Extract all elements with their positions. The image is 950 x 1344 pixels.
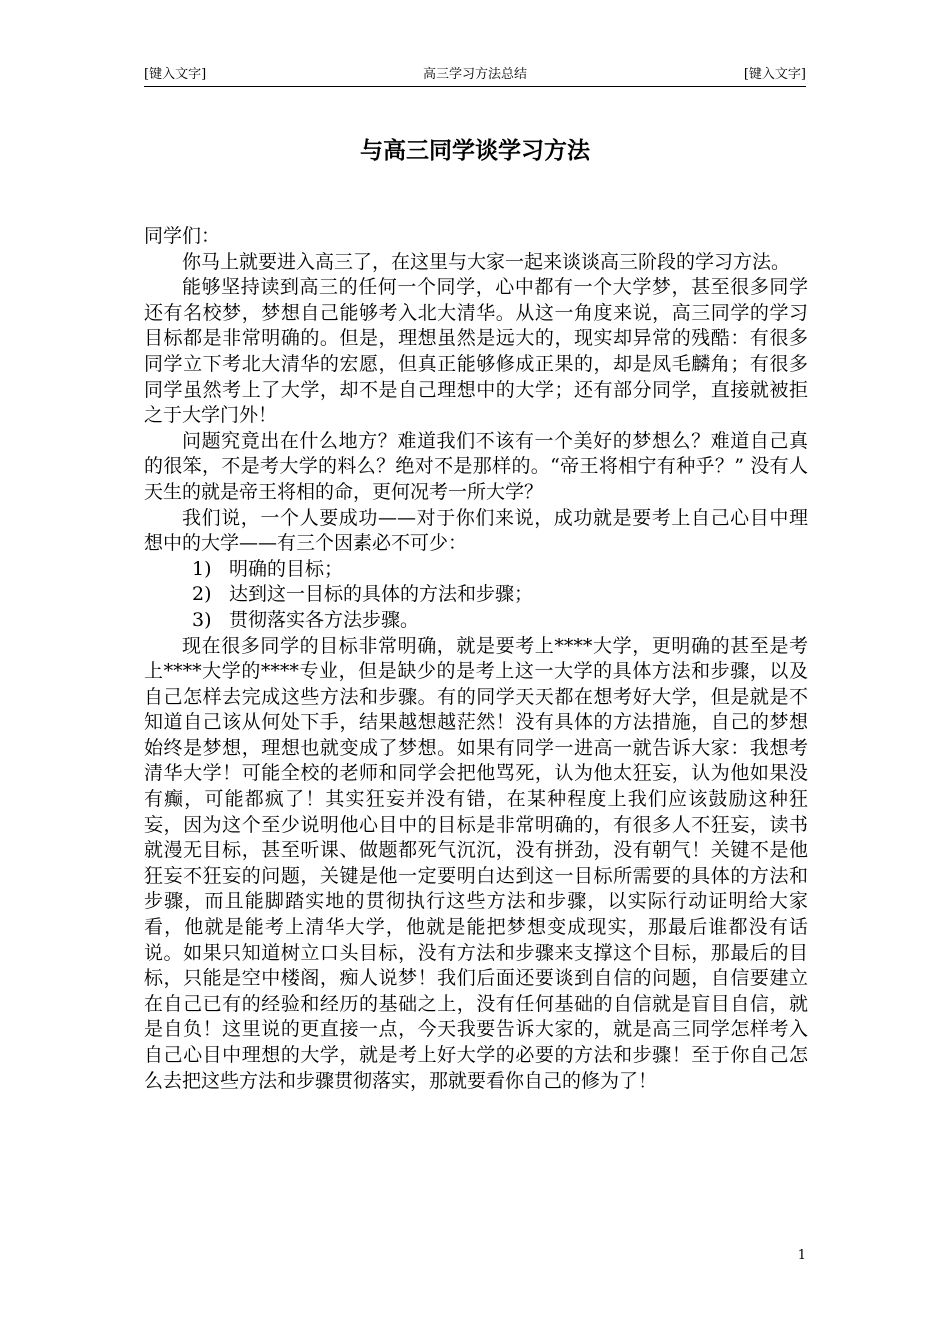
header-divider <box>144 86 806 87</box>
document-title: 与高三同学谈学习方法 <box>360 138 590 164</box>
header-center-text: 高三学习方法总结 <box>422 67 527 82</box>
list-text: 明确的目标； <box>229 557 344 580</box>
list-number: 3) <box>192 608 212 631</box>
page-header <box>144 66 806 86</box>
header-right-placeholder[interactable]: [键入文字] <box>743 67 806 82</box>
page-number: 1 <box>797 1248 806 1263</box>
list-item <box>144 557 808 583</box>
paragraph: 你马上就要进入高三了，在这里与大家一起来谈谈高三阶段的学习方法。 <box>182 250 791 273</box>
list-item <box>144 608 808 634</box>
document-body <box>144 224 808 1094</box>
list-number: 2) <box>192 583 212 606</box>
greeting: 同学们： <box>144 225 221 247</box>
paragraph: 现在很多同学的目标非常明确，就是要考上****大学，更明确的甚至是考上****大学的****专业，但是缺少的是考上这一大学的具体方法和步骤，以及自己怎样去完成这些方法和步骤。有的同学天天都在想考好大学，但是就是不知道自己该从何处下手，结果越想越茫然！没有具体的方法措施，自己的梦想始终是梦想，理想也就变成了梦想。如果有同学一进高一就告诉大家：我想考清华大学！可能全校的老师和同学会把他骂死，认为他太狂妄，认为他如果没有癫，可能都疯了！其实狂妄并没有错，在某种程度上我们应该鼓励这种狂妄，因为这个至少说明他心目中的目标是非常明确的，有很多人不狂妄，读书就漫无目标，甚至听课、做题都死气沉沉，没有拼劲，没有朝气！关键不是他狂妄不狂妄的问题，关键是他一定要明白达到这一目标所需要的具体的方法和步骤，而且能脚踏实地的贯彻执行这些方法和步骤，以实际行动证明给大家看，他就是能考上清华大学，他就是能把梦想变成现实，那最后谁都没有话说。如果只知道树立口头目标，没有方法和步骤来支撑这个目标，那最后的目标，只能是空中楼阁，痴人说梦！我们后面还要谈到自信的问题，自信要建立在自己已有的经验和经历的基础之上，没有任何基础的自信就是盲目自信，就是自负！这里说的更直接一点，今天我要告诉大家的，就是高三同学怎样考入自己心目中理想的大学，就是考上好大学的必要的方法和步骤！至于你自己怎么去把这些方法和步骤贯彻落实，那就要看你自己的修为了！ <box>144 634 808 1092</box>
paragraph: 我们说，一个人要成功——对于你们来说，成功就是要考上自己心目中理想中的大学——有三个因素必不可少： <box>144 506 808 555</box>
list-text: 贯彻落实各方法步骤。 <box>229 608 420 631</box>
paragraph: 能够坚持读到高三的任何一个同学，心中都有一个大学梦，甚至很多同学还有名校梦，梦想自己能够考入北大清华。从这一角度来说，高三同学的学习目标都是非常明确的。但是，理想虽然是远大的，现实却异常的残酷：有很多同学立下考北大清华的宏愿，但真正能够修成正果的，却是凤毛麟角；有很多同学虽然考上了大学，却不是自己理想中的大学；还有部分同学，直接就被拒之于大学门外！ <box>144 276 808 427</box>
header-left-placeholder[interactable]: [键入文字] <box>144 67 207 82</box>
list-text: 达到这一目标的具体的方法和步骤； <box>229 583 534 606</box>
list-number: 1) <box>192 557 212 580</box>
list-item <box>144 582 808 608</box>
paragraph: 问题究竟出在什么地方？难道我们不该有一个美好的梦想么？难道自己真的很笨，不是考大学的料么？绝对不是那样的。“帝王将相宁有种乎？” 没有人天生的就是帝王将相的命，更何况考一所大学？ <box>144 429 808 503</box>
